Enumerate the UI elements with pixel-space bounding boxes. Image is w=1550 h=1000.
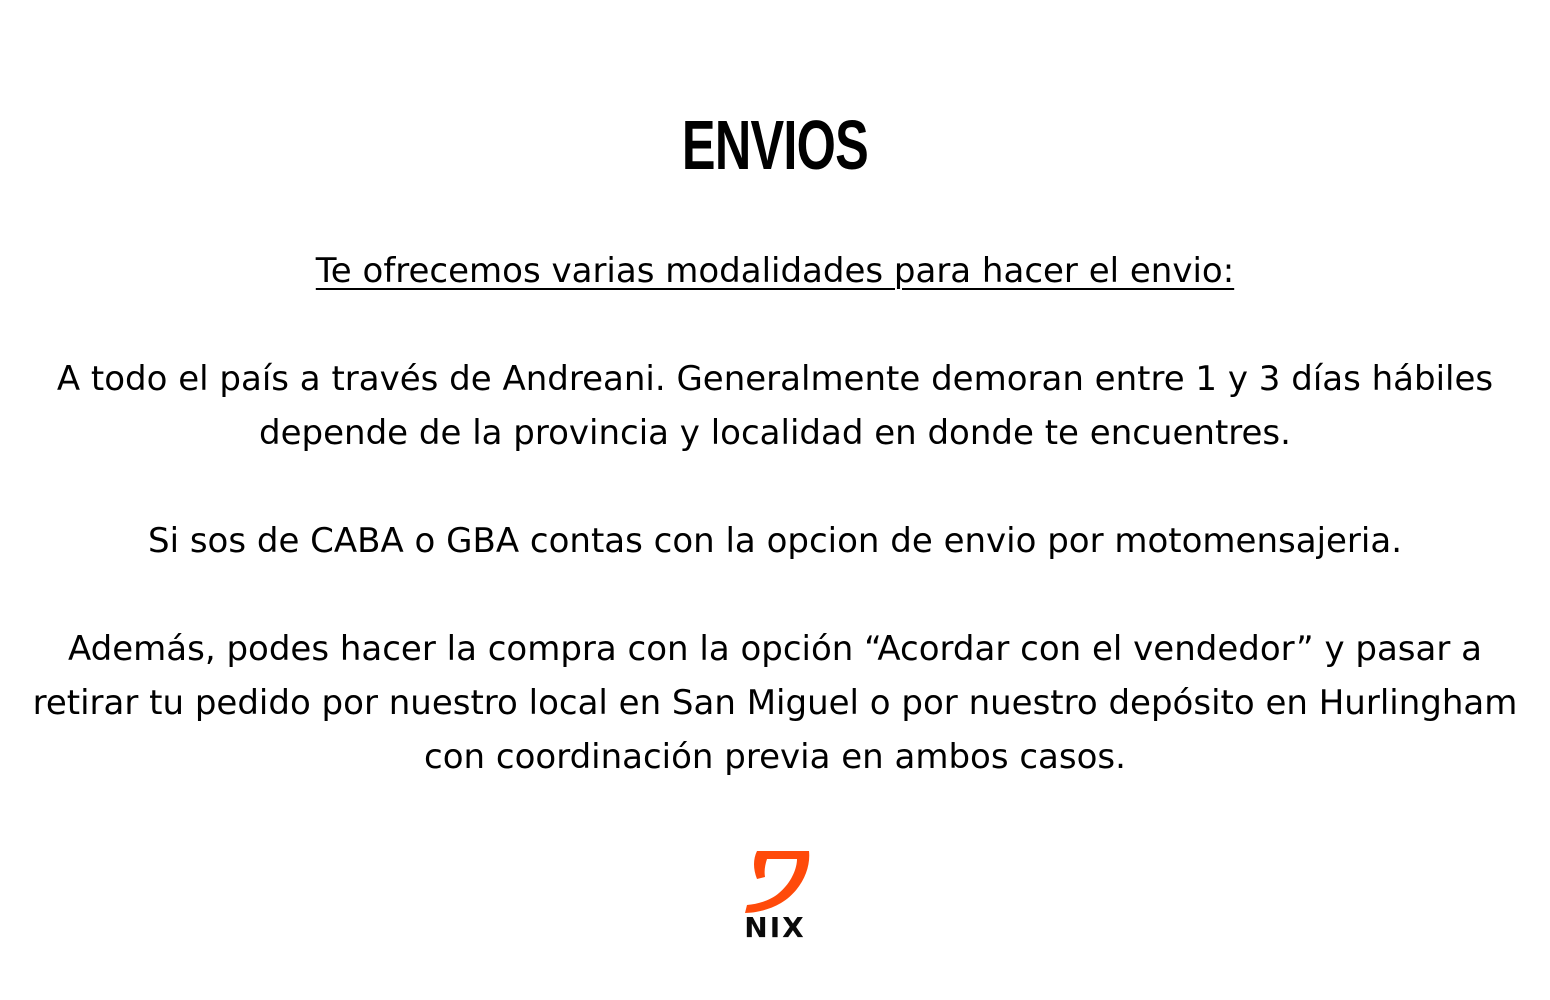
courier-shipping-paragraph: Si sos de CABA o GBA contas con la opcion de envio por motomensajeria. (147, 521, 1402, 561)
nix-logo (735, 845, 815, 949)
page-title: ENVIOS (681, 106, 869, 184)
pickup-paragraph: Además, podes hacer la compra con la opción “Acordar con el vendedor” y pasar a retirar tu pedido por nuestro local en San Miguel o por nuestro depósito en Hurlingham con coordinación previa en ambos casos. (32, 629, 1518, 777)
nix-brand-mark-icon (739, 847, 811, 913)
shipping-options-heading: Te ofrecemos varias modalidades para hacer el envio: (315, 251, 1235, 291)
logo-wordmark: NIX (744, 911, 806, 944)
nationwide-shipping-paragraph: A todo el país a través de Andreani. Generalmente demoran entre 1 y 3 días hábiles depende de la provincia y localidad en donde te encuentres. (56, 359, 1494, 453)
